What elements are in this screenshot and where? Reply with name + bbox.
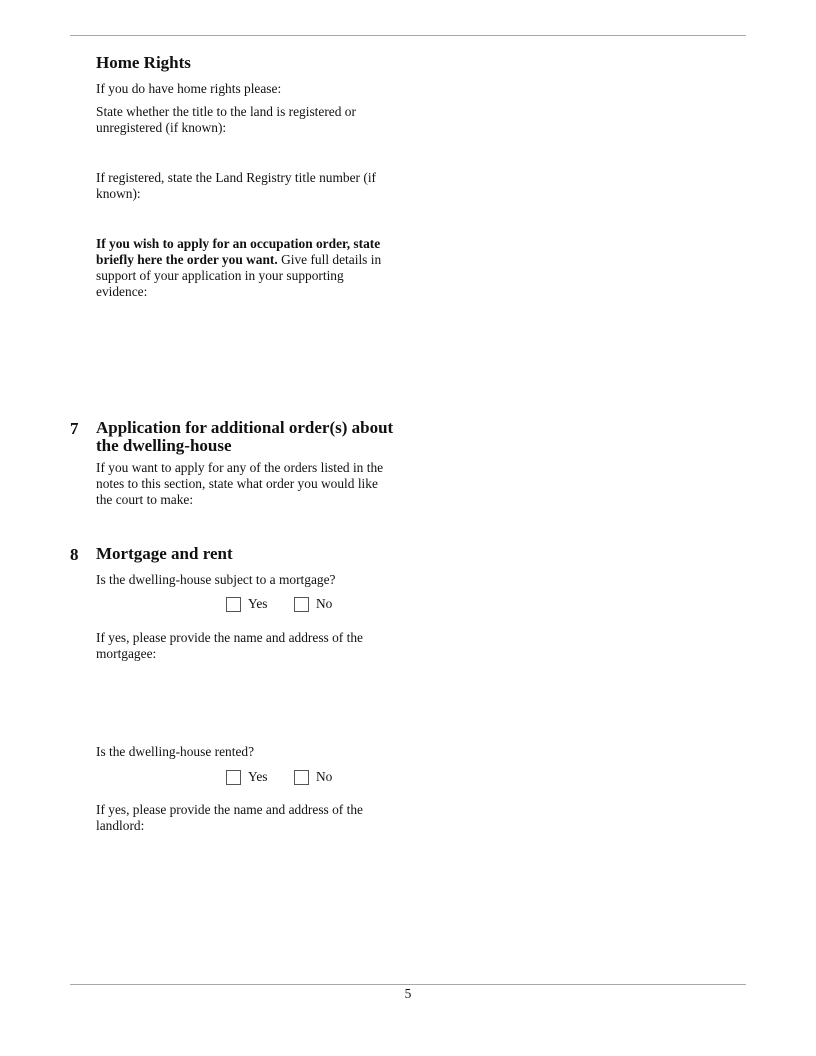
section-8-number: 8	[70, 545, 79, 564]
landlord-prompt: If yes, please provide the name and address of the landlord:	[96, 802, 363, 833]
bottom-divider	[70, 984, 746, 985]
mortgage-yes-checkbox[interactable]	[226, 597, 241, 612]
title-status-prompt: State whether the title to the land is registered or unregistered (if known):	[96, 104, 356, 135]
section-7-prompt: If you want to apply for any of the orders listed in the notes to this section, state what order you would like the court to make:	[96, 460, 384, 507]
mortgagee-prompt: If yes, please provide the name and address of the mortgagee:	[96, 630, 363, 661]
rented-yes-label: Yes	[248, 769, 268, 784]
page-number: 5	[404, 986, 412, 1001]
rented-question: Is the dwelling-house rented?	[96, 744, 255, 759]
top-divider	[70, 35, 746, 36]
occupation-order-rest: Give full details in support of your application in your supporting evidence:	[96, 252, 382, 299]
section-7-header	[70, 419, 400, 459]
mortgage-question: Is the dwelling-house subject to a mortgage?	[96, 572, 336, 587]
title-number-prompt: If registered, state the Land Registry title number (if known):	[96, 170, 376, 201]
section-8-title: Mortgage and rent	[96, 544, 233, 563]
section-8-header	[70, 545, 400, 565]
section-7-number: 7	[70, 419, 79, 438]
mortgage-no-label: No	[316, 596, 333, 611]
rented-no-checkbox[interactable]	[294, 770, 309, 785]
mortgage-yes-label: Yes	[248, 596, 268, 611]
home-rights-heading: Home Rights	[96, 53, 191, 72]
rented-yes-checkbox[interactable]	[226, 770, 241, 785]
rented-no-label: No	[316, 769, 333, 784]
home-rights-intro: If you do have home rights please:	[96, 81, 282, 96]
occupation-order-prompt	[96, 236, 396, 300]
mortgage-no-checkbox[interactable]	[294, 597, 309, 612]
occupation-order-bold: If you wish to apply for an occupation order, state briefly here the order you want.	[96, 236, 381, 267]
section-7-title: Application for additional order(s) about the dwelling-house	[96, 418, 394, 455]
